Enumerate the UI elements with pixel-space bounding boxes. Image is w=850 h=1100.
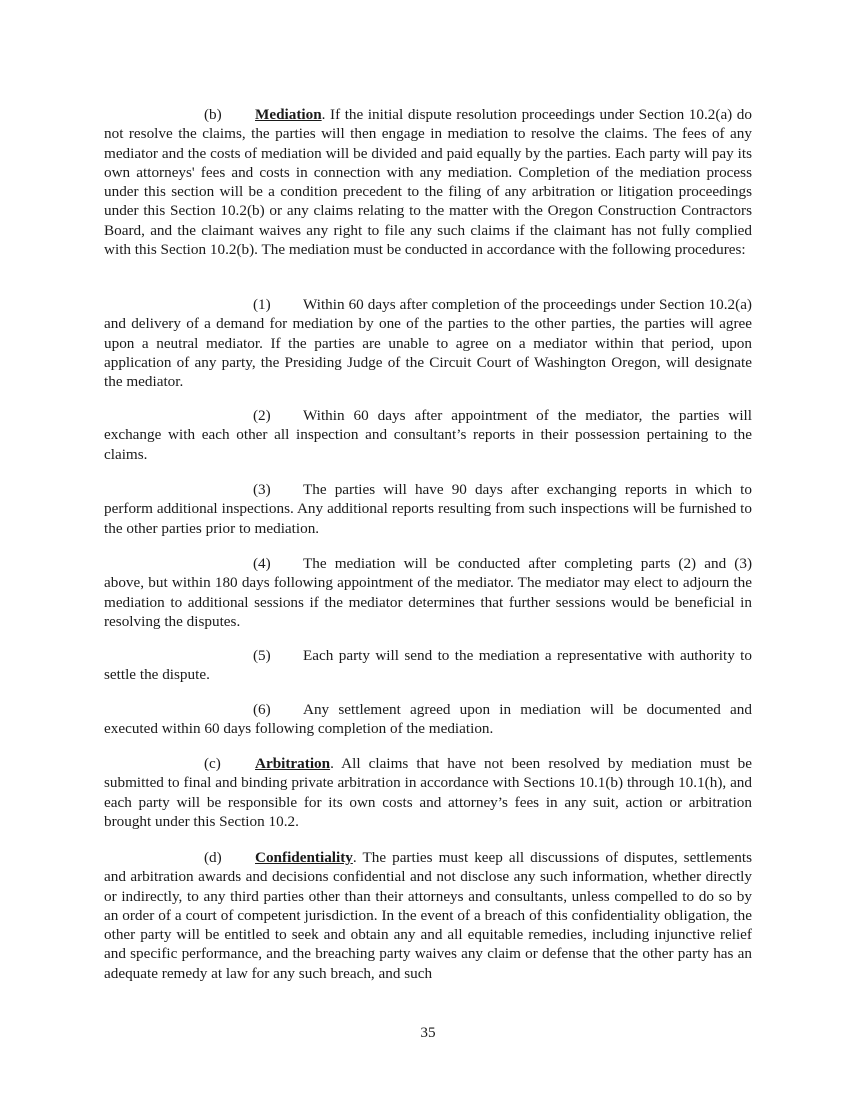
section-b-body: . If the initial dispute resolution proceedings under Section 10.2(a) do not resolve the claims, the parties will then engage in mediation to resolve the claims. The fees of any mediator and the costs of mediation will be divided and paid equally by the parties. Each party will pay its own attorneys' fees and costs in connection with any mediation. Completion of the mediation process under this section will be a condition precedent to the filing of any arbitration or litigation proceedings under this Section 10.2(b) or any claims relating to the matter with the Oregon Construction Contractors Board, and the claimant waives any right to file any such claims if the claimant has not fully complied with this Section 10.2(b). The mediation must be conducted in accordance with the following procedures:: [104, 106, 752, 259]
section-d-body: . The parties must keep all discussions of disputes, settlements and arbitration awards and decisions confidential and not disclose any such information, whether directly or indirectly, to any third parties other than their attorneys and consultants, unless compelled to do so by an order of a court of competent jurisdiction. In the event of a breach of this confidentiality obligation, the other party will be entitled to seek and obtain any and all equitable remedies, including injunctive relief and specific performance, and the breaching party waives any claim or defense that the other party has an adequate remedy at law for any such breach, and such: [104, 849, 752, 982]
item-1-marker: (1): [253, 296, 271, 313]
section-b-item-6: [104, 700, 752, 739]
section-b-item-5: [104, 646, 752, 685]
document-page: [104, 88, 752, 1048]
section-c-body: . All claims that have not been resolved by mediation must be submitted to final and binding private arbitration in accordance with Sections 10.1(b) through 10.1(h), and each party will be responsible for its own costs and attorney’s fees in any suit, action or arbitration brought under this Section 10.2.: [104, 755, 752, 830]
section-b-item-3: [104, 480, 752, 538]
section-b-paragraph: [104, 105, 752, 259]
item-2-text: Within 60 days after appointment of the mediator, the parties will exchange with each other all inspection and consultant’s reports in their possession pertaining to the claims.: [104, 407, 752, 463]
item-3-marker: (3): [253, 481, 271, 498]
section-c-heading: Arbitration: [255, 755, 331, 772]
item-4-text: The mediation will be conducted after completing parts (2) and (3) above, but within 180 days following appointment of the mediator. The mediator may elect to adjourn the mediation to additional sessions if the mediator determines that further sessions would be beneficial in resolving the disputes.: [104, 555, 752, 630]
item-5-marker: (5): [253, 647, 271, 664]
section-b-heading: Mediation: [255, 106, 322, 123]
section-b-item-1: [104, 295, 752, 391]
section-d-heading: Confidentiality: [255, 849, 353, 866]
section-c-marker: (c): [204, 755, 221, 772]
item-2-marker: (2): [253, 407, 271, 424]
section-b-marker: (b): [204, 106, 222, 123]
item-6-text: Any settlement agreed upon in mediation will be documented and executed within 60 days following completion of the mediation.: [104, 701, 752, 738]
section-d-paragraph: [104, 848, 752, 983]
item-4-marker: (4): [253, 555, 271, 572]
item-3-text: The parties will have 90 days after exchanging reports in which to perform additional inspections. Any additional reports resulting from such inspections will be furnished to the other parties prior to mediation.: [104, 481, 752, 537]
item-1-text: Within 60 days after completion of the proceedings under Section 10.2(a) and delivery of a demand for mediation by one of the parties to the other parties, the parties will agree upon a neutral mediator. If the parties are unable to agree on a mediator within that period, upon application of any party, the Presiding Judge of the Circuit Court of Washington Oregon, will designate the mediator.: [104, 296, 752, 391]
section-b-item-2: [104, 406, 752, 464]
section-c-paragraph: [104, 754, 752, 831]
section-d-marker: (d): [204, 849, 222, 866]
item-6-marker: (6): [253, 701, 271, 718]
page-number: 35: [420, 1024, 436, 1041]
item-5-text: Each party will send to the mediation a representative with authority to settle the dispute.: [104, 647, 752, 684]
section-b-item-4: [104, 554, 752, 631]
